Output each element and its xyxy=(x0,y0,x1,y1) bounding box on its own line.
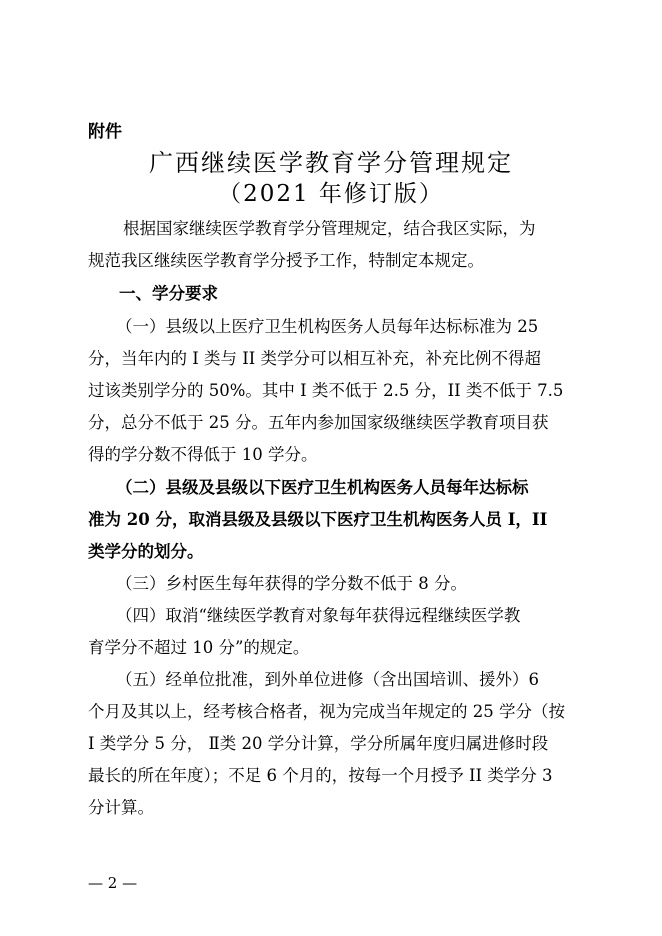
item5-line-4: 最长的所在年度）；不足 6 个月的，按每一个月授予 II 类学分 3 xyxy=(88,766,553,785)
item3-line-1: （三）乡村医生每年获得的学分数不低于 8 分。 xyxy=(116,574,467,593)
item1-line-4: 分，总分不低于 25 分。五年内参加国家级继续医学教育项目获 xyxy=(88,413,549,432)
item2-line-3: 类学分的划分。 xyxy=(88,542,204,561)
item2-line-2: 准为 20 分，取消县级及县级以下医疗卫生机构医务人员 I，II xyxy=(88,510,548,529)
item1-line-1: （一）县级以上医疗卫生机构医务人员每年达标标准为 25 xyxy=(116,317,539,336)
item4-line-2: 育学分不超过 10 分”的规定。 xyxy=(88,638,310,657)
intro-line-1: 根据国家继续医学教育学分管理规定，结合我区实际，为 xyxy=(123,219,536,238)
page-number: — 2 — xyxy=(88,874,138,892)
attachment-label: 附件 xyxy=(88,122,122,142)
item1-line-2: 分，当年内的 I 类与 II 类学分可以相互补充，补充比例不得超 xyxy=(88,349,542,368)
item5-line-2: 个月及其以上，经考核合格者，视为完成当年规定的 25 学分（按 xyxy=(88,702,565,721)
section-heading: 一、学分要求 xyxy=(119,284,218,303)
item5-line-1: （五）经单位批准，到外单位进修（含出国培训、援外）6 xyxy=(116,670,539,689)
document-subtitle: （2021 年修订版） xyxy=(218,181,444,207)
item1-line-5: 得的学分数不得低于 10 学分。 xyxy=(88,445,318,464)
intro-line-2: 规范我区继续医学教育学分授予工作，特制定本规定。 xyxy=(88,251,484,270)
item5-line-3: I 类学分 5 分， Ⅱ类 20 学分计算，学分所属年度归属进修时段 xyxy=(88,734,549,753)
document-title: 广西继续医学教育学分管理规定 xyxy=(149,149,513,177)
item1-line-3: 过该类别学分的 50%。其中 I 类不低于 2.5 分，II 类不低于 7.5 xyxy=(88,381,564,400)
item2-line-1: （二）县级及县级以下医疗卫生机构医务人员每年达标标 xyxy=(116,478,529,497)
item4-line-1: （四）取消“继续医学教育对象每年获得远程继续医学教 xyxy=(116,606,521,625)
item5-line-5: 分计算。 xyxy=(88,798,154,817)
